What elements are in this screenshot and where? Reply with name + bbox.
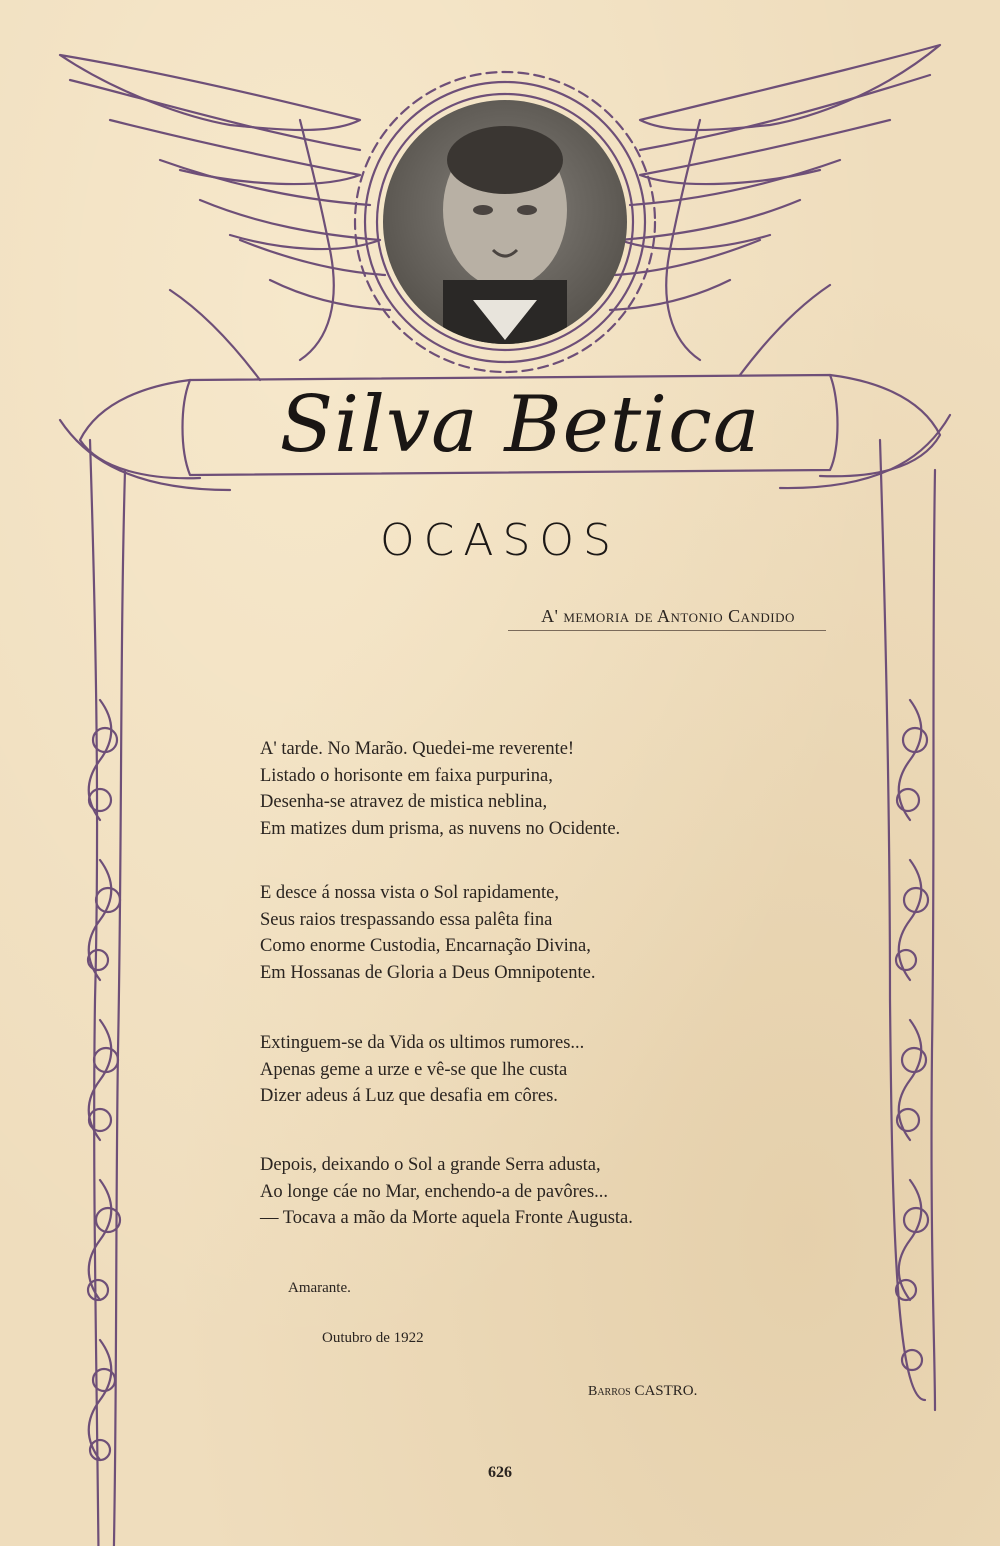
poem-stanza-4 [260,1152,760,1232]
author-last-name: CASTRO. [634,1383,698,1399]
dedication-underline [508,630,826,631]
section-title: OCASOS [380,515,620,566]
poem-stanza-2 [260,880,760,986]
poem-line: Ao longe cáe no Mar, enchendo-a de pavôres... [260,1181,609,1202]
poem-line: E desce á nossa vista o Sol rapidamente, [260,883,559,903]
page-number: 626 [488,1464,512,1481]
left-garland [88,440,125,1546]
poem-line: Seus raios trespassando essa palêta fina [260,909,553,930]
right-garland [880,440,935,1410]
masthead-title: Silva Betica [279,380,761,470]
poem-line: Em Hossanas de Gloria a Deus Omnipotente. [260,962,596,983]
author-portrait-photo [383,100,627,344]
poem-stanza-3 [260,1030,760,1110]
poem-dedication: A' memoria de Antonio Candido [541,606,795,626]
portrait-figure [383,100,627,344]
signature-author [588,1383,697,1400]
left-wing-ornament [60,55,390,360]
poem-line: Como enorme Custodia, Encarnação Divina, [260,936,591,956]
poem-line: Apenas geme a urze e vê-se que lhe custa [260,1059,568,1080]
poem-line: Extinguem-se da Vida os ultimos rumores... [260,1033,585,1053]
poem-stanza-1 [260,736,760,842]
signature-place: Amarante. [288,1280,351,1296]
poem-line: Depois, deixando o Sol a grande Serra adusta, [260,1155,601,1175]
poem-line: Em matizes dum prisma, as nuvens no Ocidente. [260,818,621,839]
author-first-name: Barros [588,1384,631,1399]
poem-line: A' tarde. No Marão. Quedei-me reverente! [260,739,575,759]
signature-date: Outubro de 1922 [322,1330,424,1346]
poem-line: — Tocava a mão da Morte aquela Fronte Augusta. [260,1208,633,1228]
poem-line: Dizer adeus á Luz que desafia em côres. [260,1086,558,1106]
poem-line: Desenha-se atravez de mistica neblina, [260,792,548,812]
poem-line: Listado o horisonte em faixa purpurina, [260,765,553,786]
right-wing-ornament [610,45,940,360]
